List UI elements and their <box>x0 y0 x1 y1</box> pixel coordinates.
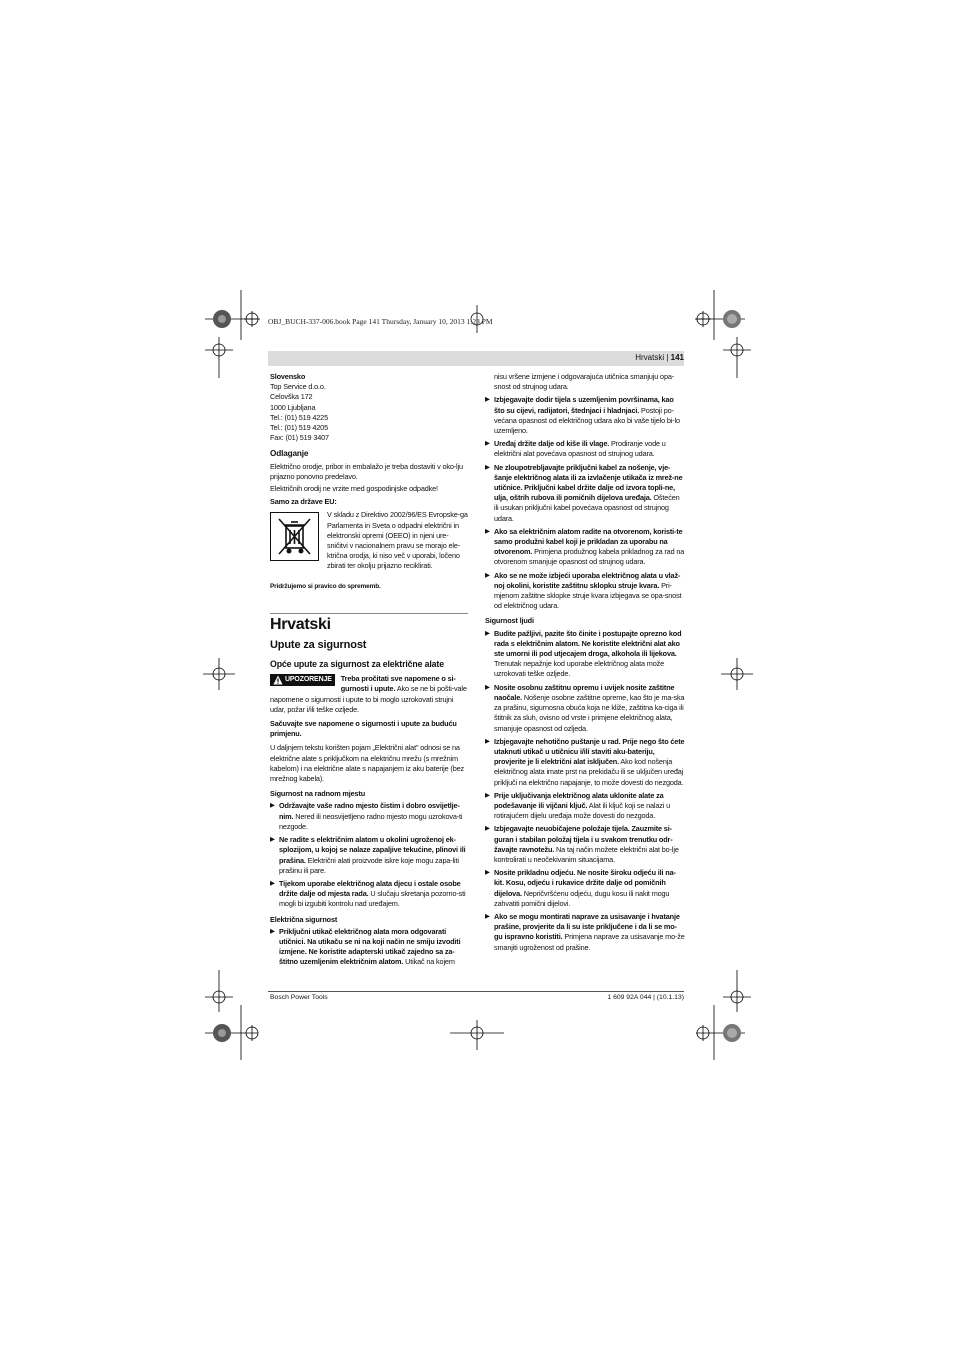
people-item: ▶ Nosite prikladnu odjeću. Ne nosite široku odjeću ili na-kit. Kosu, odjeću i rukavice držite dalje od pomičnih dijelova. Nepričvršćenu odjeću, dugu kosu ili nakit mogu zahvatiti pomični dijelovi. <box>485 868 676 908</box>
footer-docnumber: 1 609 92A 044 | (10.1.13) <box>607 994 684 1001</box>
eu-heading: Samo za države EU: <box>270 497 337 507</box>
address-line: Celovška 172 <box>270 392 313 402</box>
page-number: 141 <box>670 353 684 362</box>
electrical-heading: Električna sigurnost <box>270 914 338 924</box>
address-line: 1000 Ljubljana <box>270 402 316 412</box>
warning-triangle-icon <box>273 675 283 685</box>
electrical-item: ▶ Ako sa električnim alatom radite na otvorenom, koristi-te samo produžni kabel koji je prikladan za uporabu na otvorenom. Primjena produžnog kabela prikladnog za rad na otvorenom smanjuje opasnost od strujnog udara. <box>485 526 685 567</box>
electrical-item: ▶ Izbjegavajte dodir tijela s uzemljenim površinama, kao što su cijevi, radijatori, štednjaci i hladnjaci. Postoji po-većana opasnost od električnog udara ako bi vaše tijelo bi-lo uzemljeno. <box>485 395 680 436</box>
address-line: Tel.: (01) 519 4225 <box>270 412 328 422</box>
workplace-item: ▶ Tijekom uporabe električnog alata djecu i ostale osobe držite dalje od mjesta rada. U slučaju skretanja pozorno-sti mogli bi izgubiti kontrolu nad uređajem. <box>270 878 466 909</box>
workplace-heading: Sigurnost na radnom mjestu <box>270 789 366 799</box>
workplace-item: ▶ Održavajte vaše radno mjesto čistim i dobro osvijetlje-nim. Nered ili neosvijetljeno radno mjesto mogu uzrokova-ti nezgode. <box>270 801 463 831</box>
warning-label: UPOZORENJE <box>285 676 332 684</box>
crossed-bin-icon <box>270 512 319 561</box>
electrical-item: ▶ Uređaj držite dalje od kiše ili vlage. Prodiranje vode u električni alat povećava opasnost od strujnog udara. <box>485 439 666 459</box>
running-header <box>635 353 684 362</box>
electrical-item: ▶ Ako se ne može izbjeći uporaba električnog alata u vlaž-noj okolini, koristite zaštitnu sklopku struje kvara. Pri-mjenom zaštitne sklopke struje kvara izbjegava se opa-snost od električnog udara. <box>485 570 682 611</box>
address-line: Tel.: (01) 519 4205 <box>270 423 328 433</box>
people-item: ▶ Ako se mogu montirati naprave za usisavanje i hvatanje prašine, provjerite da li su iste priključene i da li se mo-gu ispravno koristiti. Primjena naprave za usisavanje mo-že smanjiti ugroženost od prašine. <box>485 911 685 952</box>
footer-rule <box>268 991 684 992</box>
people-item: ▶ Nosite osobnu zaštitnu opremu i uvijek nosite zaštitne naočale. Nošenje osobne zaštitne opreme, kao što je ma-ska za prašinu, sigurnosna obuća koja ne kliže, zaštitna ka-ciga ili štitnik za sluh, ovisno od vrste i primjene električnog alata, smanjuje opasnost od ozljeda. <box>485 682 685 733</box>
weee-text: V skladu z Direktivo 2002/96/ES Evropske-ga Parlamenta in Sveta o odpadni električni in elektronski opremi (OEEO) in njeni ure-sničitvi v nacionalnem pravu se morajo ele-ktrična orodja, ki niso več v uporabi, ločeno zbirati ter okolju prijazno reciklirati. <box>327 510 468 571</box>
country-heading: Slovensko <box>270 372 306 381</box>
continued-text: nisu vršene izmjene i odgovarajuća utičnica smanjuju opa-snost od strujnog udara. <box>494 372 675 392</box>
people-item: ▶ Izbjegavajte neuobičajene položaje tijela. Zauzmite si-guran i stabilan položaj tijela i u svakom trenutku odr-žavajte ravnotežu. Na taj način možete električni alat bo-lje kontrolirati u neočekivanim situacijama. <box>485 824 679 864</box>
address-line: Fax: (01) 519 3407 <box>270 433 329 443</box>
electrical-item: ▶ Priključni utikač električnog alata mora odgovarati utičnici. Na utikaču se ni na koji način ne smiju izvoditi izmjene. Ne koristite adapterski utikač zajedno sa za-štitno uzemljenim električnim alatom. Utikač na kojem <box>270 926 461 967</box>
weee-block <box>270 510 468 582</box>
print-slug: OBJ_BUCH-337-006.book Page 141 Thursday, January 10, 2013 1:23 PM <box>268 317 493 326</box>
warning-bold: Treba pročitati sve napomene o si-gurnosti i upute. <box>340 674 456 694</box>
warning-text: Ako se ne bi pošti-vale napomene o sigurnosti i upute to bi moglo uzrokovati strujni udar, požar i/ili teške ozljede. <box>270 684 467 714</box>
footer-brand: Bosch Power Tools <box>270 994 328 1001</box>
section-divider <box>270 613 468 614</box>
disposal-paragraph: Električno orodje, pribor in embalažo je treba dostaviti v oko-lju prijazno ponovno predelavo. <box>270 461 463 481</box>
disposal-heading: Odlaganje <box>270 449 309 459</box>
header-separator: | <box>666 353 669 362</box>
disposal-paragraph: Električnih orodij ne vrzite med gospodinjske odpadke! <box>270 484 438 494</box>
people-item: ▶ Budite pažljivi, pazite što činite i postupajte oprezno kod rada s električnim alatom. Ne koristite električni alat ako ste umorni ili pod utjecajem droga, alkohola ili lijekova. Trenutak nepažnje kod uporabe električnog alata može uzrokovati teške ozljede. <box>485 628 682 679</box>
electrical-item: ▶ Ne zloupotrebljavajte priključni kabel za nošenje, vje-šanje električnog alata ili za izvlačenje utikača iz mrež-ne utičnice. Priključni kabel držite dalje od izvora topli-ne, ulja, oštrih rubova ili pomičnih dijelova uređaja. Oštećen ili usukan priključni kabel povećava opasnost od strujnog udara. <box>485 462 683 523</box>
reserve-note: Pridržujemo si pravico do sprememb. <box>270 583 381 591</box>
general-safety-title: Opće upute za sigurnost za električne alate <box>270 659 444 670</box>
warning-block <box>270 674 468 715</box>
header-bar <box>268 351 684 366</box>
keep-note: Sačuvajte sve napomene o sigurnosti i upute za buduću primjenu. <box>270 719 457 739</box>
safety-title: Upute za sigurnost <box>270 638 367 651</box>
right-column <box>485 372 685 953</box>
people-item: ▶ Izbjegavajte nehotično puštanje u rad. Prije nego što ćete utaknuti utikač u utičnicu i/ili staviti aku-bateriju, provjerite je li električni alat isključen. Ako kod nošenja električnog alata imate prst na prekidaču ili se uključen uređaj priključi na električno napajanje, to može dovesti do nezgoda. <box>485 736 685 787</box>
left-column <box>270 372 468 968</box>
people-heading: Sigurnost ljudi <box>485 616 534 626</box>
workplace-item: ▶ Ne radite s električnim alatom u okolini ugroženoj ek-splozijom, u kojoj se nalaze zapaljive tekućine, plinovi ili prašina. Električni alati proizvode iskre koje mogu zapa-liti prašinu ili pare. <box>270 835 466 875</box>
warning-badge <box>270 674 335 686</box>
address-line: Top Service d.o.o. <box>270 382 326 392</box>
language-title: Hrvatski <box>270 615 331 633</box>
header-section: Hrvatski <box>635 353 665 362</box>
term-note: U daljnjem tekstu korišten pojam „Električni alat" odnosi se na električne alate s priključkom na električnu mrežu (s mrežnim kabelom) i na električne alate s napajanjem iz aku baterije (bez mrežnog kabela). <box>270 743 465 784</box>
people-item: ▶ Prije uključivanja električnog alata uklonite alate za podešavanje ili vijčani ključ. Alat ili ključ koji se nalazi u rotirajućem dijelu uređaja može dovesti do nezgoda. <box>485 790 671 821</box>
